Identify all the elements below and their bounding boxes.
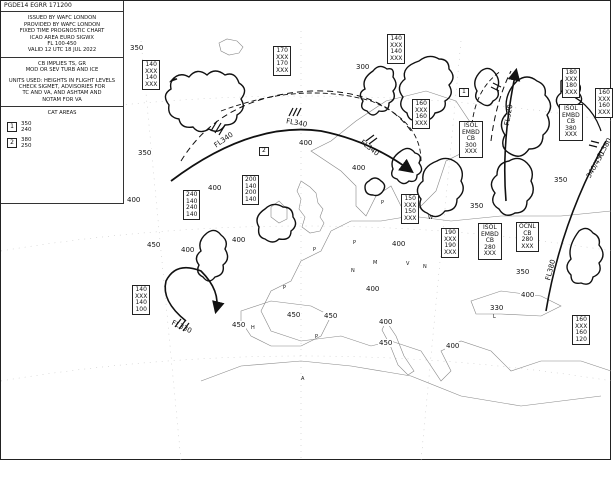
note-line: NOTAM FOR VA (42, 96, 82, 103)
cat-base: 240 (21, 127, 32, 134)
turb-box: 200 140 200 140 (242, 175, 259, 205)
jet-label: FL340 (212, 130, 235, 150)
pressure-symbol: P (353, 240, 357, 246)
pressure-symbol: P (283, 285, 287, 291)
jet-label: FL320 (502, 103, 515, 127)
pressure-symbol: W (428, 215, 433, 221)
cb-area-caucasus (567, 228, 603, 284)
pressure-symbol: N (351, 268, 355, 274)
cat-area-marker: 1 (459, 88, 469, 97)
cb-area-uk (257, 204, 296, 242)
pressure-symbol: P (381, 200, 385, 206)
turb-box: 160 XXX 160 XXX (412, 99, 430, 129)
tropopause-height: 350 (516, 268, 530, 276)
issued-line: ISSUED BY WAFC LONDON (27, 15, 97, 22)
cat-top: 380 (21, 136, 32, 143)
jet-west-loop (165, 268, 217, 321)
cb-area-north-atlantic (165, 71, 244, 132)
tropopause-height: 400 (352, 164, 366, 172)
tropopause-height: 450 (379, 339, 393, 347)
jet-label: FL340 (358, 138, 381, 158)
pressure-symbol: P (315, 334, 319, 340)
turb-box: 150 XXX 150 XXX (401, 194, 419, 224)
cb-area-atlantic-south (196, 230, 227, 281)
cb-area-east (491, 158, 533, 215)
cb-area-baltic (392, 148, 422, 183)
tropopause-height: 400 (232, 236, 246, 244)
tropopause-height: 350 (138, 149, 152, 157)
jet-label: FL340 (285, 117, 308, 129)
tropopause-height: 400 (366, 285, 380, 293)
cb-box: ISOL EMBD CB 280 XXX (478, 223, 502, 260)
coast-italy (382, 321, 414, 375)
cat-areas-title: CAT AREAS (47, 110, 77, 117)
cat-areas-legend (1, 107, 123, 203)
tropopause-height: 450 (324, 312, 338, 320)
issued-line: FIXED TIME PROGNOSTIC CHART (19, 28, 105, 35)
issued-line: ICAO AREA EURO SIGWX (30, 34, 94, 41)
tropopause-height: 450 (287, 311, 301, 319)
jet-label: FL380 (595, 136, 613, 160)
tropopause-height: 350 (554, 176, 568, 184)
pressure-symbol: M (373, 260, 378, 266)
turb-box: 190 XXX 190 XXX (441, 228, 459, 258)
coast-scandinavia (311, 91, 476, 216)
turb-box: 140 XXX 140 XXX (387, 34, 405, 64)
turb-box: 180 XXX 180 XXX (562, 68, 580, 98)
cat-base: 250 (21, 143, 32, 150)
pressure-symbol: A (301, 376, 305, 382)
tropopause-height: 400 (127, 196, 141, 204)
tropopause-height: 350 (130, 44, 144, 52)
cat-legend-row (7, 121, 121, 134)
coast-iceland (219, 39, 243, 55)
tropopause-height: 450 (147, 241, 161, 249)
tropopause-height: 400 (379, 318, 393, 326)
coast-continental-europe (261, 211, 611, 381)
tropopause-height: 400 (181, 246, 195, 254)
note-line: CHECK SIGMET, ADVISORIES FOR (18, 84, 106, 91)
issued-section (1, 12, 123, 57)
turb-box: 240 140 240 140 (183, 190, 200, 220)
chart-info-box (1, 1, 124, 204)
pressure-symbol: H (251, 325, 255, 331)
cat-number: 2 (7, 138, 17, 148)
cb-area-poland (417, 158, 463, 216)
turb-box: 140 XXX 140 100 (132, 285, 150, 315)
note-line: MOD OR SEV TURB AND ICE (25, 67, 99, 74)
cb-box: ISOL EMBD CB 300 XXX (459, 121, 483, 158)
tropopause-height: 400 (521, 291, 535, 299)
cb-area-denmark (365, 178, 385, 196)
jet-label: FL380 (544, 258, 558, 282)
pressure-symbol: P (313, 247, 317, 253)
note-line: CB IMPLIES TS, GR (38, 60, 86, 67)
notes-section (1, 58, 123, 107)
tropopause-height: 350 (470, 202, 484, 210)
turb-box: 140 XXX 140 XXX (142, 60, 160, 90)
jet-barbs (175, 83, 599, 331)
cat-top: 350 (21, 120, 32, 127)
cb-area-norway (360, 66, 396, 115)
issued-line: VALID 12 UTC 18 JUL 2022 (27, 47, 97, 54)
issued-line: FL 100-450 (47, 41, 77, 48)
cb-box: OCNL CB 280 XXX (516, 222, 539, 252)
pressure-symbol: V (406, 261, 410, 267)
chart-id: PGDE14 EGRR 171200 (1, 1, 123, 12)
jet-label: 340/450 (584, 150, 607, 180)
tropopause-height: 400 (446, 342, 460, 350)
coast-great-britain (297, 181, 324, 233)
tropopause-height: 400 (299, 139, 313, 147)
issued-line: PROVIDED BY WAFC LONDON (23, 21, 101, 28)
tropopause-height: 300 (356, 63, 370, 71)
tropopause-height: 450 (232, 321, 246, 329)
note-line: UNITS USED: HEIGHTS IN FLIGHT LEVELS (8, 77, 116, 84)
tropopause-height: 400 (392, 240, 406, 248)
cat-area-marker: 2 (259, 147, 269, 156)
turb-box: 160 XXX 160 120 (572, 315, 590, 345)
cat-number: 1 (7, 122, 17, 132)
tropopause-height: 400 (208, 184, 222, 192)
cb-box: ISOL EMBD CB 380 XXX (559, 104, 583, 141)
cat-legend-row (7, 137, 121, 150)
turb-box: 170 XXX 170 XXX (273, 46, 291, 76)
pressure-symbol: N (423, 264, 427, 270)
pressure-symbol: L (493, 314, 496, 320)
turb-box: 160 XXX 160 XXX (595, 88, 613, 118)
note-line: TC AND VA, AND ASHTAM AND (22, 90, 102, 97)
jet-label: FL330 (170, 318, 193, 336)
tropopause-height: 330 (490, 304, 504, 312)
jet-streams (165, 71, 606, 321)
